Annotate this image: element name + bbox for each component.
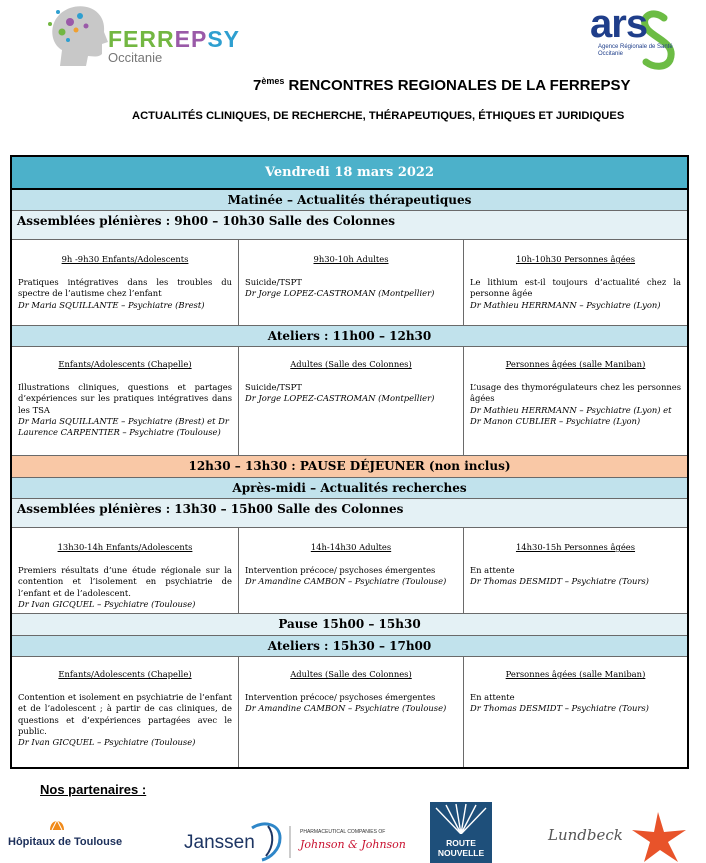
cell-heading: Enfants/Adolescents (Chapelle): [58, 359, 192, 369]
plenary-cell-children: [12, 240, 238, 325]
cell-talk-title: Pratiques intégratives dans les troubles du spectre de l’autisme chez l’enfant: [18, 277, 232, 299]
ars-agency-line2: Occitanie: [598, 51, 624, 57]
morning-workshops-band: Ateliers : 11h00 – 12h30: [12, 326, 687, 347]
cell-talk-title: Suicide/TSPT: [245, 382, 302, 393]
cell-speaker: Dr Ivan GICQUEL – Psychiatre (Toulouse): [18, 598, 196, 609]
cell-speaker: Dr Thomas DESMIDT – Psychiatre (Tours): [470, 576, 649, 587]
cell-heading: 10h-10h30 Personnes âgées: [515, 254, 636, 264]
cell-talk-title: L’usage des thymorégulateurs chez les personnes âgées: [470, 382, 681, 404]
pause-band: Pause 15h00 – 15h30: [12, 614, 687, 636]
date-band: Vendredi 18 mars 2022: [12, 157, 687, 190]
workshop-cell-children: [12, 347, 238, 455]
lunch-band: 12h30 – 13h30 : PAUSE DÉJEUNER (non inclus): [12, 456, 687, 478]
cell-heading: 14h30-15h Personnes âgées: [515, 542, 636, 552]
cell-heading: Personnes âgées (salle Maniban): [505, 669, 646, 679]
cell-talk-title: Intervention précoce/ psychoses émergentes: [245, 565, 436, 576]
cell-speaker: Dr Jorge LOPEZ-CASTROMAN (Montpellier): [245, 288, 435, 299]
morning-plenary-row: [12, 240, 687, 326]
cell-heading: Enfants/Adolescents (Chapelle): [58, 669, 192, 679]
route-line2: NOUVELLE: [437, 848, 485, 858]
cell-talk-title: Contention et isolement en psychiatrie de l’enfant et de l’adolescent ; à partir de cas cliniques, de questions et d’expériences partagées avec le public.: [18, 692, 232, 736]
cell-speaker: Dr Mathieu HERRMANN – Psychiatre (Lyon) et Dr Manon CUBLIER – Psychiatre (Lyon): [470, 404, 672, 426]
ars-wordmark: ars: [590, 2, 648, 46]
cell-heading: 9h -9h30 Enfants/Adolescents: [61, 254, 189, 264]
ars-agency-name: [598, 44, 678, 58]
cell-speaker: Dr Maria SQUILLANTE – Psychiatre (Brest) et Dr Laurence CARPENTIER – Psychiatre (Toulouse): [18, 415, 229, 438]
cell-talk-title: Illustrations cliniques, questions et partages d’expériences sur les pratiques intégratives dans les TSA: [18, 382, 232, 415]
workshop-cell-elderly: [463, 347, 687, 455]
workshop-cell-elderly: [463, 657, 687, 767]
morning-plenary-band: Assemblées plénières : 9h00 – 10h30 Salle des Colonnes: [12, 211, 687, 240]
morning-band: Matinée – Actualités thérapeutiques: [12, 190, 687, 211]
cell-heading: 14h-14h30 Adultes: [310, 542, 392, 552]
plenary-cell-adults: [238, 528, 463, 613]
cell-speaker: Dr Ivan GICQUEL – Psychiatre (Toulouse): [18, 737, 196, 748]
cell-heading: Personnes âgées (salle Maniban): [505, 359, 646, 369]
partner-jj-tagline: PHARMACEUTICAL COMPANIES OF: [300, 829, 386, 835]
cell-speaker: Dr Maria SQUILLANTE – Psychiatre (Brest): [18, 299, 205, 310]
workshop-cell-adults: [238, 347, 463, 455]
afternoon-plenary-band: Assemblées plénières : 13h30 – 15h00 Salle des Colonnes: [12, 499, 687, 528]
partner-route-nouvelle-name: [432, 838, 490, 858]
afternoon-workshops-band: Ateliers : 15h30 – 17h00: [12, 636, 687, 657]
ferrepsy-name: FERREPSY: [108, 26, 240, 52]
shell-icon: [0, 808, 123, 860]
cell-speaker: Dr Thomas DESMIDT – Psychiatre (Tours): [470, 703, 649, 714]
partner-lundbeck-name: Lundbeck: [548, 826, 623, 844]
ferrepsy-subtitle: Occitanie: [108, 50, 163, 65]
route-line1: ROUTE: [446, 838, 476, 848]
schedule-table: [10, 155, 689, 769]
title-superscript: èmes: [261, 76, 285, 86]
cell-talk-title: Intervention précoce/ psychoses émergentes: [245, 692, 436, 703]
plenary-cell-children: [12, 528, 238, 613]
plenary-cell-elderly: [463, 240, 687, 325]
ars-agency-line1: Agence Régionale de Santé: [598, 44, 673, 50]
cell-heading: 13h30-14h Enfants/Adolescents: [57, 542, 193, 552]
workshop-cell-adults: [238, 657, 463, 767]
cell-speaker: Dr Amandine CAMBON – Psychiatre (Toulouse): [245, 576, 447, 587]
partners-title: Nos partenaires :: [40, 782, 147, 797]
cell-talk-title: Suicide/TSPT: [245, 277, 302, 288]
plenary-cell-adults: [238, 240, 463, 325]
cell-heading: Adultes (Salle des Colonnes): [290, 669, 412, 679]
page-subtitle: ACTUALITÉS CLINIQUES, DE RECHERCHE, THÉRAPEUTIQUES, ÉTHIQUES ET JURIDIQUES: [132, 110, 625, 122]
cell-talk-title: Le lithium est-il toujours d’actualité chez la personne âgée: [470, 277, 681, 299]
cell-talk-title: Premiers résultats d’une étude régionale sur la contention et l’isolement en psychiatrie de l’enfant et de l’adolescent.: [18, 565, 232, 598]
cell-speaker: Dr Amandine CAMBON – Psychiatre (Toulouse): [245, 703, 447, 714]
cell-talk-title: En attente: [470, 692, 515, 703]
workshop-cell-children: [12, 657, 238, 767]
page-title: [253, 76, 631, 94]
afternoon-plenary-row: [12, 528, 687, 614]
morning-workshops-row: [12, 347, 687, 456]
plenary-cell-elderly: [463, 528, 687, 613]
cell-speaker: Dr Jorge LOPEZ-CASTROMAN (Montpellier): [245, 393, 435, 404]
partner-janssen-name: Janssen: [184, 832, 255, 853]
title-main: RENCONTRES REGIONALES DE LA FERREPSY: [288, 77, 631, 94]
cell-speaker: Dr Mathieu HERRMANN – Psychiatre (Lyon): [470, 299, 661, 310]
partner-jj-name: Johnson & Johnson: [300, 838, 406, 851]
partner-chu-name: Hôpitaux de Toulouse: [8, 836, 123, 848]
cell-talk-title: En attente: [470, 565, 515, 576]
cell-heading: 9h30-10h Adultes: [313, 254, 389, 264]
title-ordinal: 7: [253, 77, 262, 94]
afternoon-band: Après-midi – Actualités recherches: [12, 478, 687, 499]
afternoon-workshops-row: [12, 657, 687, 767]
cell-heading: Adultes (Salle des Colonnes): [290, 359, 412, 369]
